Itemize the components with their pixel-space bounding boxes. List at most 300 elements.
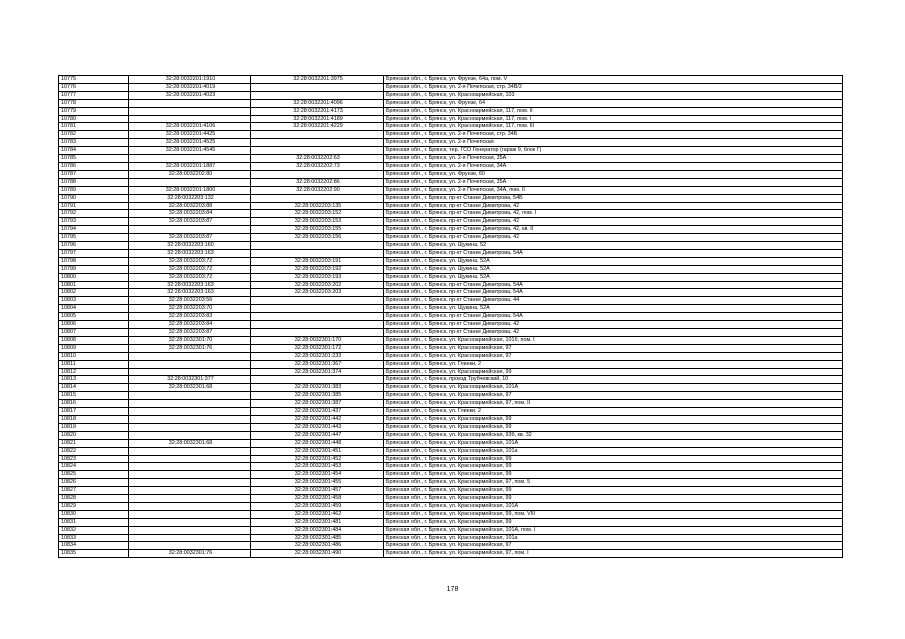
address-cell: Брянская обл., г. Брянск, тер. ГСО Генератор (гараж 9, блок Г)	[384, 147, 843, 155]
object-number-cell: 32:28:0032203:135	[251, 202, 384, 210]
parcel-number-cell: 32:28:0032203:72	[129, 257, 251, 265]
row-number-cell: 10792	[59, 210, 129, 218]
address-cell: Брянская обл., г. Брянск, ул. 2-я Почепская, стр. 34Б	[384, 131, 843, 139]
row-number-cell: 10816	[59, 400, 129, 408]
address-cell: Брянская обл., г. Брянск, ул. Красноармейская, 97	[384, 344, 843, 352]
row-number-cell: 10779	[59, 107, 129, 115]
address-cell: Брянская обл., г. Брянск, ул. Красноармейская, 99	[384, 495, 843, 503]
address-cell: Брянская обл., г. Брянск, ул. 2-я Почепская, стр. 34В/2	[384, 83, 843, 91]
parcel-number-cell: 32:28:0032203:88	[129, 202, 251, 210]
table-row	[59, 273, 843, 281]
table-row	[59, 400, 843, 408]
object-number-cell	[251, 242, 384, 250]
object-number-cell: 32:28:0032301:452	[251, 455, 384, 463]
address-cell: Брянская обл., г. Брянск, ул. 2-я Почепская, 34А, пом. II	[384, 186, 843, 194]
object-number-cell: 32:28:0032301:442	[251, 415, 384, 423]
object-number-cell: 32:28:0032301:486	[251, 542, 384, 550]
table-row	[59, 305, 843, 313]
table-row	[59, 368, 843, 376]
address-cell: Брянская обл., г. Брянск, ул. Щукина, 52А	[384, 273, 843, 281]
row-number-cell: 10807	[59, 329, 129, 337]
table-row	[59, 510, 843, 518]
table-row	[59, 170, 843, 178]
parcel-number-cell: 32:28:0032301:70	[129, 336, 251, 344]
table-row	[59, 186, 843, 194]
parcel-number-cell	[129, 226, 251, 234]
object-number-cell: 32:28:0032301:383	[251, 384, 384, 392]
row-number-cell: 10785	[59, 155, 129, 163]
row-number-cell: 10797	[59, 249, 129, 257]
table-row	[59, 408, 843, 416]
object-number-cell: 32:28:0032202:73	[251, 162, 384, 170]
parcel-number-cell	[129, 495, 251, 503]
table-row	[59, 194, 843, 202]
parcel-number-cell	[129, 107, 251, 115]
parcel-number-cell	[129, 455, 251, 463]
row-number-cell: 10777	[59, 91, 129, 99]
address-cell: Брянская обл., г. Брянск, пр-кт Станке Димитрова, 54А	[384, 249, 843, 257]
table-row	[59, 534, 843, 542]
address-cell: Брянская обл., г. Брянск, ул. 2-я Почепская	[384, 139, 843, 147]
row-number-cell: 10806	[59, 321, 129, 329]
address-cell: Брянская обл., г. Брянск, пр-кт Станке Димитрова, 42	[384, 234, 843, 242]
table-row	[59, 471, 843, 479]
parcel-number-cell: 32:28:0032201:1800	[129, 186, 251, 194]
table-row	[59, 336, 843, 344]
object-number-cell: 32:28:0032301:233	[251, 352, 384, 360]
row-number-cell: 10830	[59, 510, 129, 518]
table-row	[59, 257, 843, 265]
object-number-cell: 32:28:0032201:3975	[251, 76, 384, 84]
address-cell: Брянская обл., г. Брянск, ул. Красноармейская, 117, пом. II	[384, 107, 843, 115]
row-number-cell: 10776	[59, 83, 129, 91]
table-row	[59, 115, 843, 123]
row-number-cell: 10786	[59, 162, 129, 170]
address-cell: Брянская обл., г. Брянск, ул. Красноармейская, 97	[384, 392, 843, 400]
parcel-number-cell: 32:28:0032301:377	[129, 376, 251, 384]
address-cell: Брянская обл., г. Брянск, ул. Красноармейская, 99	[384, 423, 843, 431]
address-cell: Брянская обл., г. Брянск, ул. Фрунзе, 64а, пом. V	[384, 76, 843, 84]
table-row	[59, 463, 843, 471]
table-row	[59, 210, 843, 218]
parcel-number-cell: 32:28:0032203:163	[129, 249, 251, 257]
address-cell: Брянская обл., г. Брянск, ул. Красноармейская, 97, пом. II	[384, 400, 843, 408]
table-row	[59, 139, 843, 147]
object-number-cell: 32:28:0032202:90	[251, 186, 384, 194]
table-row	[59, 447, 843, 455]
parcel-number-cell	[129, 487, 251, 495]
table-row	[59, 281, 843, 289]
address-cell: Брянская обл., г. Брянск, пр-кт Станке Димитрова, 42, пом. I	[384, 210, 843, 218]
table-row	[59, 83, 843, 91]
address-cell: Брянская обл., г. Брянск, ул. Красноармейская, 117, пом. III	[384, 123, 843, 131]
address-cell: Брянская обл., г. Брянск, ул. Красноармейская, 97, пом. 5	[384, 479, 843, 487]
row-number-cell: 10789	[59, 186, 129, 194]
object-number-cell: 32:28:0032301:385	[251, 392, 384, 400]
address-cell: Брянская обл., г. Брянск, ул. Глинки, 2	[384, 408, 843, 416]
object-number-cell: 32:28:0032301:437	[251, 408, 384, 416]
parcel-number-cell	[129, 423, 251, 431]
row-number-cell: 10794	[59, 226, 129, 234]
table-row	[59, 289, 843, 297]
object-number-cell: 32:28:0032301:172	[251, 344, 384, 352]
address-cell: Брянская обл., г. Брянск, ул. Красноармейская, 101а	[384, 534, 843, 542]
address-cell: Брянская обл., г. Брянск, ул. Красноармейская, 99	[384, 487, 843, 495]
row-number-cell: 10788	[59, 178, 129, 186]
address-cell: Брянская обл., г. Брянск, ул. Красноармейская, 101а	[384, 447, 843, 455]
object-number-cell	[251, 91, 384, 99]
parcel-number-cell	[129, 542, 251, 550]
address-cell: Брянская обл., г. Брянск, пр-кт Станке Димитрова, 42	[384, 218, 843, 226]
row-number-cell: 10815	[59, 392, 129, 400]
address-cell: Брянская обл., г. Брянск, пр-кт Станке Димитрова, 42, кв. II	[384, 226, 843, 234]
row-number-cell: 10799	[59, 265, 129, 273]
row-number-cell: 10796	[59, 242, 129, 250]
table-row	[59, 147, 843, 155]
address-cell: Брянская обл., г. Брянск, ул. Красноармейская, 103	[384, 91, 843, 99]
row-number-cell: 10834	[59, 542, 129, 550]
table-row	[59, 415, 843, 423]
row-number-cell: 10831	[59, 518, 129, 526]
parcel-number-cell: 32:28:0032203:160	[129, 242, 251, 250]
address-cell: Брянская обл., г. Брянск, ул. 2-я Почепская, 34А	[384, 162, 843, 170]
table-row	[59, 107, 843, 115]
object-number-cell	[251, 170, 384, 178]
row-number-cell: 10804	[59, 305, 129, 313]
address-cell: Брянская обл., г. Брянск, пр-кт Станке Димитрова, 54А	[384, 313, 843, 321]
parcel-number-cell: 32:28:0032203:70	[129, 305, 251, 313]
object-number-cell: 32:28:0032301:485	[251, 534, 384, 542]
address-cell: Брянская обл., г. Брянск, пр-кт Станке Димитрова, 54А	[384, 281, 843, 289]
object-number-cell: 32:28:0032203:192	[251, 265, 384, 273]
table-row	[59, 352, 843, 360]
table-row	[59, 376, 843, 384]
parcel-number-cell	[129, 431, 251, 439]
row-number-cell: 10798	[59, 257, 129, 265]
table-row	[59, 479, 843, 487]
table-row	[59, 76, 843, 84]
row-number-cell: 10824	[59, 463, 129, 471]
object-number-cell: 32:28:0032203:191	[251, 257, 384, 265]
parcel-number-cell: 32:28:0032201:4019	[129, 83, 251, 91]
row-number-cell: 10835	[59, 550, 129, 558]
row-number-cell: 10802	[59, 289, 129, 297]
parcel-number-cell	[129, 392, 251, 400]
object-number-cell: 32:28:0032301:451	[251, 447, 384, 455]
address-cell: Брянская обл., г. Брянск, ул. Красноармейская, 101А, пом. I	[384, 526, 843, 534]
object-number-cell: 32:28:0032203:153	[251, 218, 384, 226]
object-number-cell: 32:28:0032203:156	[251, 234, 384, 242]
object-number-cell	[251, 305, 384, 313]
object-number-cell: 32:28:0032201:4229	[251, 123, 384, 131]
table-row	[59, 131, 843, 139]
parcel-number-cell: 32:28:0032203:163	[129, 281, 251, 289]
parcel-number-cell: 32:28:0032301:68	[129, 384, 251, 392]
row-number-cell: 10780	[59, 115, 129, 123]
parcel-number-cell	[129, 510, 251, 518]
row-number-cell: 10822	[59, 447, 129, 455]
table-row	[59, 423, 843, 431]
address-cell: Брянская обл., г. Брянск, ул. 2-я Почепская, 35А	[384, 155, 843, 163]
table-row	[59, 344, 843, 352]
row-number-cell: 10805	[59, 313, 129, 321]
address-cell: Брянская обл., г. Брянск, проезд Трубчевский, 10	[384, 376, 843, 384]
row-number-cell: 10775	[59, 76, 129, 84]
table-row	[59, 526, 843, 534]
row-number-cell: 10819	[59, 423, 129, 431]
registry-table-body	[59, 76, 843, 558]
object-number-cell: 32:28:0032301:448	[251, 439, 384, 447]
row-number-cell: 10782	[59, 131, 129, 139]
parcel-number-cell	[129, 178, 251, 186]
address-cell: Брянская обл., г. Брянск, ул. Щукина, 52А	[384, 257, 843, 265]
address-cell: Брянская обл., г. Брянск, ул. Красноармейская, 93б, кв. 32	[384, 431, 843, 439]
table-row	[59, 384, 843, 392]
object-number-cell: 32:28:0032202:86	[251, 178, 384, 186]
row-number-cell: 10833	[59, 534, 129, 542]
object-number-cell	[251, 376, 384, 384]
object-number-cell: 32:28:0032203:155	[251, 226, 384, 234]
parcel-number-cell: 32:28:0032203:84	[129, 321, 251, 329]
object-number-cell: 32:28:0032301:454	[251, 471, 384, 479]
row-number-cell: 10832	[59, 526, 129, 534]
table-row	[59, 202, 843, 210]
parcel-number-cell	[129, 400, 251, 408]
document-sheet	[58, 75, 834, 558]
object-number-cell: 32:28:0032202:63	[251, 155, 384, 163]
parcel-number-cell	[129, 360, 251, 368]
parcel-number-cell	[129, 408, 251, 416]
object-number-cell: 32:28:0032301:367	[251, 360, 384, 368]
row-number-cell: 10793	[59, 218, 129, 226]
parcel-number-cell	[129, 526, 251, 534]
object-number-cell: 32:28:0032203:193	[251, 273, 384, 281]
address-cell: Брянская обл., г. Брянск, пр-кт Станке Димитрова, 54А	[384, 289, 843, 297]
parcel-number-cell	[129, 155, 251, 163]
object-number-cell: 32:28:0032301:443	[251, 423, 384, 431]
parcel-number-cell	[129, 447, 251, 455]
address-cell: Брянская обл., г. Брянск, ул. Красноармейская, 101б, пом. I	[384, 336, 843, 344]
object-number-cell: 32:28:0032301:447	[251, 431, 384, 439]
row-number-cell: 10823	[59, 455, 129, 463]
row-number-cell: 10813	[59, 376, 129, 384]
object-number-cell: 32:28:0032201:4173	[251, 107, 384, 115]
parcel-number-cell	[129, 471, 251, 479]
parcel-number-cell: 32:28:0032201:1910	[129, 76, 251, 84]
table-row	[59, 249, 843, 257]
parcel-number-cell: 32:28:0032203:72	[129, 273, 251, 281]
row-number-cell: 10778	[59, 99, 129, 107]
address-cell: Брянская обл., г. Брянск, пр-кт Станке Димитрова, 44	[384, 297, 843, 305]
address-cell: Брянская обл., г. Брянск, ул. Красноармейская, 97	[384, 542, 843, 550]
row-number-cell: 10826	[59, 479, 129, 487]
parcel-number-cell: 32:28:0032203:83	[129, 313, 251, 321]
parcel-number-cell: 32:28:0032203:87	[129, 234, 251, 242]
parcel-number-cell: 32:28:0032202:80	[129, 170, 251, 178]
row-number-cell: 10812	[59, 368, 129, 376]
object-number-cell: 32:28:0032201:4189	[251, 115, 384, 123]
object-number-cell	[251, 249, 384, 257]
row-number-cell: 10801	[59, 281, 129, 289]
row-number-cell: 10787	[59, 170, 129, 178]
object-number-cell	[251, 313, 384, 321]
address-cell: Брянская обл., г. Брянск, ул. Красноармейская, 99	[384, 463, 843, 471]
object-number-cell: 32:28:0032301:457	[251, 487, 384, 495]
address-cell: Брянская обл., г. Брянск, ул. Красноармейская, 99	[384, 471, 843, 479]
row-number-cell: 10784	[59, 147, 129, 155]
address-cell: Брянская обл., г. Брянск, ул. Красноармейская, 97	[384, 352, 843, 360]
table-row	[59, 297, 843, 305]
page-number: 178	[446, 586, 459, 593]
address-cell: Брянская обл., г. Брянск, ул. Фрунзе, 60	[384, 170, 843, 178]
table-row	[59, 178, 843, 186]
row-number-cell: 10821	[59, 439, 129, 447]
table-row	[59, 99, 843, 107]
object-number-cell: 32:28:0032301:170	[251, 336, 384, 344]
parcel-number-cell	[129, 415, 251, 423]
table-row	[59, 392, 843, 400]
address-cell: Брянская обл., г. Брянск, ул. Красноармейская, 117, пом. I	[384, 115, 843, 123]
object-number-cell: 32:28:0032201:4096	[251, 99, 384, 107]
parcel-number-cell: 32:28:0032301:68	[129, 439, 251, 447]
parcel-number-cell: 32:28:0032201:4023	[129, 91, 251, 99]
parcel-number-cell: 32:28:0032201:4545	[129, 147, 251, 155]
table-row	[59, 431, 843, 439]
row-number-cell: 10781	[59, 123, 129, 131]
parcel-number-cell: 32:28:0032203:72	[129, 265, 251, 273]
parcel-number-cell: 32:28:0032203:87	[129, 329, 251, 337]
object-number-cell: 32:28:0032203:202	[251, 281, 384, 289]
table-row	[59, 502, 843, 510]
row-number-cell: 10803	[59, 297, 129, 305]
table-row	[59, 313, 843, 321]
object-number-cell: 32:28:0032301:459	[251, 502, 384, 510]
object-number-cell	[251, 139, 384, 147]
row-number-cell: 10810	[59, 352, 129, 360]
parcel-number-cell: 32:28:0032301:76	[129, 344, 251, 352]
row-number-cell: 10820	[59, 431, 129, 439]
table-row	[59, 234, 843, 242]
object-number-cell: 32:28:0032301:455	[251, 479, 384, 487]
row-number-cell: 10817	[59, 408, 129, 416]
address-cell: Брянская обл., г. Брянск, ул. Красноармейская, 97, пом. I	[384, 550, 843, 558]
object-number-cell: 32:28:0032301:387	[251, 400, 384, 408]
object-number-cell	[251, 194, 384, 202]
parcel-number-cell	[129, 534, 251, 542]
table-row	[59, 455, 843, 463]
object-number-cell: 32:28:0032203:152	[251, 210, 384, 218]
address-cell: Брянская обл., г. Брянск, ул. Щукина, 52А	[384, 305, 843, 313]
table-row	[59, 265, 843, 273]
row-number-cell: 10828	[59, 495, 129, 503]
row-number-cell: 10790	[59, 194, 129, 202]
table-row	[59, 226, 843, 234]
parcel-number-cell	[129, 479, 251, 487]
row-number-cell: 10795	[59, 234, 129, 242]
table-row	[59, 242, 843, 250]
parcel-number-cell: 32:28:0032203:163	[129, 289, 251, 297]
table-row	[59, 91, 843, 99]
object-number-cell: 32:28:0032301:481	[251, 518, 384, 526]
address-cell: Брянская обл., г. Брянск, ул. Красноармейская, 99	[384, 368, 843, 376]
table-row	[59, 123, 843, 131]
address-cell: Брянская обл., г. Брянск, пр-кт Станке Димитрова, 42	[384, 202, 843, 210]
parcel-number-cell: 32:28:0032201:4425	[129, 131, 251, 139]
row-number-cell: 10811	[59, 360, 129, 368]
row-number-cell: 10814	[59, 384, 129, 392]
object-number-cell	[251, 297, 384, 305]
parcel-number-cell: 32:28:0032203:87	[129, 218, 251, 226]
address-cell: Брянская обл., г. Брянск, ул. Фрунзе, 64	[384, 99, 843, 107]
table-row	[59, 518, 843, 526]
table-row	[59, 218, 843, 226]
address-cell: Брянская обл., г. Брянск, ул. Красноармейская, 99, пом. VIII	[384, 510, 843, 518]
row-number-cell: 10791	[59, 202, 129, 210]
row-number-cell: 10827	[59, 487, 129, 495]
table-row	[59, 439, 843, 447]
table-row	[59, 162, 843, 170]
parcel-number-cell	[129, 99, 251, 107]
object-number-cell	[251, 321, 384, 329]
address-cell: Брянская обл., г. Брянск, ул. Красноармейская, 99	[384, 455, 843, 463]
address-cell: Брянская обл., г. Брянск, ул. Красноармейская, 101А	[384, 384, 843, 392]
parcel-number-cell: 32:28:0032301:76	[129, 550, 251, 558]
object-number-cell: 32:28:0032301:374	[251, 368, 384, 376]
address-cell: Брянская обл., г. Брянск, пр-кт Станке Димитрова, 54Б	[384, 194, 843, 202]
address-cell: Брянская обл., г. Брянск, пр-кт Станке Димитрова, 42	[384, 329, 843, 337]
parcel-number-cell: 32:28:0032201:4525	[129, 139, 251, 147]
object-number-cell	[251, 147, 384, 155]
row-number-cell: 10800	[59, 273, 129, 281]
parcel-number-cell: 32:28:0032203:56	[129, 297, 251, 305]
address-cell: Брянская обл., г. Брянск, ул. Красноармейская, 101А	[384, 439, 843, 447]
table-row	[59, 542, 843, 550]
object-number-cell: 32:28:0032203:203	[251, 289, 384, 297]
address-cell: Брянская обл., г. Брянск, ул. Щукина, 52А	[384, 265, 843, 273]
object-number-cell: 32:28:0032301:462	[251, 510, 384, 518]
table-row	[59, 360, 843, 368]
row-number-cell: 10808	[59, 336, 129, 344]
address-cell: Брянская обл., г. Брянск, ул. 2-я Почепская, 35А	[384, 178, 843, 186]
parcel-number-cell	[129, 463, 251, 471]
address-cell: Брянская обл., г. Брянск, пр-кт Станке Димитрова, 42	[384, 321, 843, 329]
address-cell: Брянская обл., г. Брянск, ул. Красноармейская, 99	[384, 518, 843, 526]
table-row	[59, 329, 843, 337]
parcel-number-cell: 32:28:0032201:4106	[129, 123, 251, 131]
parcel-number-cell	[129, 502, 251, 510]
address-cell: Брянская обл., г. Брянск, ул. Красноармейская, 101А	[384, 502, 843, 510]
address-cell: Брянская обл., г. Брянск, ул. Красноармейская, 99	[384, 415, 843, 423]
parcel-number-cell	[129, 518, 251, 526]
row-number-cell: 10825	[59, 471, 129, 479]
table-row	[59, 321, 843, 329]
object-number-cell: 32:28:0032301:453	[251, 463, 384, 471]
table-row	[59, 495, 843, 503]
object-number-cell	[251, 329, 384, 337]
registry-table	[58, 75, 843, 558]
object-number-cell: 32:28:0032301:458	[251, 495, 384, 503]
parcel-number-cell	[129, 368, 251, 376]
parcel-number-cell: 32:28:0032203:132	[129, 194, 251, 202]
parcel-number-cell	[129, 352, 251, 360]
table-row	[59, 550, 843, 558]
row-number-cell: 10809	[59, 344, 129, 352]
object-number-cell: 32:28:0032301:490	[251, 550, 384, 558]
row-number-cell: 10783	[59, 139, 129, 147]
parcel-number-cell: 32:28:0032203:84	[129, 210, 251, 218]
row-number-cell: 10818	[59, 415, 129, 423]
address-cell: Брянская обл., г. Брянск, ул. Щукина, 52	[384, 242, 843, 250]
